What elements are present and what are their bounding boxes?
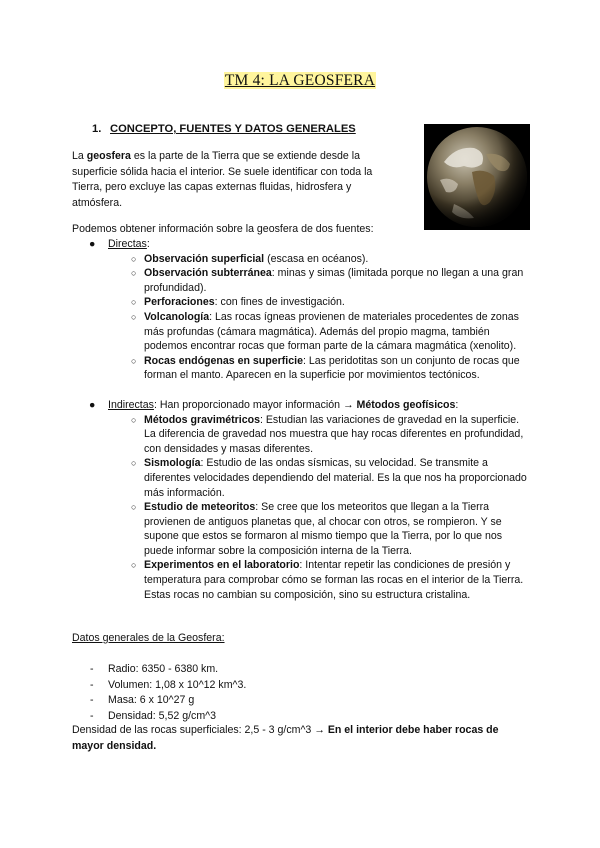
list-item: ○ Perforaciones: con fines de investigación. [131, 296, 345, 309]
dash-bullet: - [90, 694, 94, 706]
page-title [0, 72, 600, 90]
indirect-sublist [108, 413, 532, 603]
direct-sublist [108, 252, 532, 383]
list-item: ○ Observación superficial (escasa en océanos). [131, 252, 369, 265]
list-item-indirect: ● Indirectas: Han proporcionado mayor información → Métodos geofísicos: ○ Métodos gravimétricos: Estudian las variaciones de gravedad en la superficie. La diferencia de gravedad nos muestra que hay rocas diferentes en profundidad, con densidades y masas diferentes. ○ Sismología: Estudio de las ondas sísmicas, su velocidad. Se transmite a diferentes velocidades dependiendo del material. Es la que nos ha proporcionado más información. ○ Estudio de meteoritos: Se cree que los meteoritos que llegan a la Tierra provienen de antiguos planetas que, al chocar con otros, se rompieron. Y se supone que estos se formaron al mismo tiempo que la Tierra, por lo que nos puede informar sobre la composición interna de la Tierra. ○ Experimentos en el laboratorio: Intentar repetir las condiciones de presión y temperatura para comprobar cómo se forman las rocas en el interior de la Tierra. Estas rocas no cambian su composición, sino su estructura cristalina. [72, 398, 532, 602]
dash-bullet: - [90, 663, 94, 675]
section-heading [92, 123, 356, 135]
list-item: ○ Sismología: Estudio de las ondas sísmicas, su velocidad. Se transmite a diferentes velocidades dependiendo del material. Es la que nos ha proporcionado más información. [131, 457, 527, 499]
list-spacer [72, 383, 532, 398]
list-item: ○ Experimentos en el laboratorio: Intentar repetir las condiciones de presión y temperatura para comprobar cómo se forman las rocas en el interior de la Tierra. Estas rocas no cambian su composición, sino su estructura cristalina. [131, 559, 524, 601]
circle-bullet-icon: ○ [131, 414, 137, 425]
list-item: - Masa: 6 x 10^27 g [72, 693, 472, 709]
density-note: Densidad de las rocas superficiales: 2,5 - 3 g/cm^3 → En el interior debe haber rocas de mayor densidad. [72, 724, 499, 752]
sources-intro: Podemos obtener información sobre la geosfera de dos fuentes: [72, 223, 374, 235]
circle-bullet-icon: ○ [131, 458, 137, 469]
section-heading-text: CONCEPTO, FUENTES Y DATOS GENERALES [110, 123, 356, 135]
dash-bullet: - [90, 709, 94, 722]
earth-globe-image [424, 124, 530, 230]
title-text: TM 4: LA GEOSFERA [224, 72, 376, 89]
list-item: - Volumen: 1,08 x 10^12 km^3. [72, 678, 472, 694]
circle-bullet-icon: ○ [131, 268, 137, 279]
circle-bullet-icon: ○ [131, 311, 137, 322]
direct-label: Directas [108, 238, 147, 250]
circle-bullet-icon: ○ [131, 253, 137, 264]
indirect-label: Indirectas [108, 398, 154, 411]
list-item: ○ Rocas endógenas en superficie: Las peridotitas son un conjunto de rocas que forman el manto. Aparecen en la superficie por movimientos tectónicos. [131, 354, 520, 382]
section-number: 1. [92, 123, 102, 135]
list-item: ○ Métodos gravimétricos: Estudian las variaciones de gravedad en la superficie. La diferencia de gravedad nos muestra que hay rocas diferentes en profundidad, con densidades y masas diferentes. [131, 413, 524, 455]
circle-bullet-icon: ○ [131, 502, 137, 513]
circle-bullet-icon: ○ [131, 355, 137, 366]
dash-bullet: - [90, 678, 94, 691]
circle-bullet-icon: ○ [131, 297, 137, 308]
datos-generales-title: Datos generales de la Geosfera: [72, 632, 225, 644]
bullet-icon: ● [89, 238, 96, 250]
list-item: ○ Observación subterránea: minas y simas (limitada porque no llegan a una gran profundidad). [131, 267, 524, 294]
intro-paragraph: La geosfera es la parte de la Tierra que se extiende desde la superficie sólida hacia el interior. Se suele identificar con toda la Tierra, pero excluye las capas externas fluidas, hidrosfera y atmósfera. [72, 150, 373, 209]
circle-bullet-icon: ○ [131, 560, 137, 571]
geophysical-methods-term: Métodos geofísicos [356, 398, 456, 411]
list-item-direct: ● Directas: ○ Observación superficial (escasa en océanos). ○ Observación subterránea: minas y simas (limitada porque no llegan a una gran profundidad). ○ Perforaciones: con fines de investigación. ○ Volcanología: Las rocas ígneas provienen de materiales procedentes de zonas más profundas (cámara magmática). Además del propio magma, también podemos encontrar rocas que forman parte de la cámara magmática (xenolito). ○ Rocas endógenas en superficie: Las peridotitas son un conjunto de rocas que forman el manto. Aparecen en la superficie por movimientos tectónicos. [72, 237, 532, 383]
sources-list [72, 237, 532, 602]
list-item: - Radio: 6350 - 6380 km. [72, 662, 472, 678]
list-item: ○ Volcanología: Las rocas ígneas provienen de materiales procedentes de zonas más profundas (cámara magmática). Además del propio magma, también podemos encontrar rocas que forman parte de la cámara magmática (xenolito). [131, 310, 519, 353]
datos-list [72, 662, 472, 724]
bullet-icon: ● [89, 398, 96, 411]
density-conclusion: En el interior debe haber rocas de mayor densidad. [72, 724, 499, 752]
geosfera-term: geosfera [86, 150, 131, 162]
list-item: ○ Estudio de meteoritos: Se cree que los meteoritos que llegan a la Tierra provienen de antiguos planetas que, al chocar con otros, se rompieron. Y se supone que estos se formaron al mismo tiempo que la Tierra, por lo que nos puede informar sobre la composición interna de la Tierra. [131, 501, 503, 557]
list-item: - Densidad: 5,52 g/cm^3 [72, 709, 472, 725]
